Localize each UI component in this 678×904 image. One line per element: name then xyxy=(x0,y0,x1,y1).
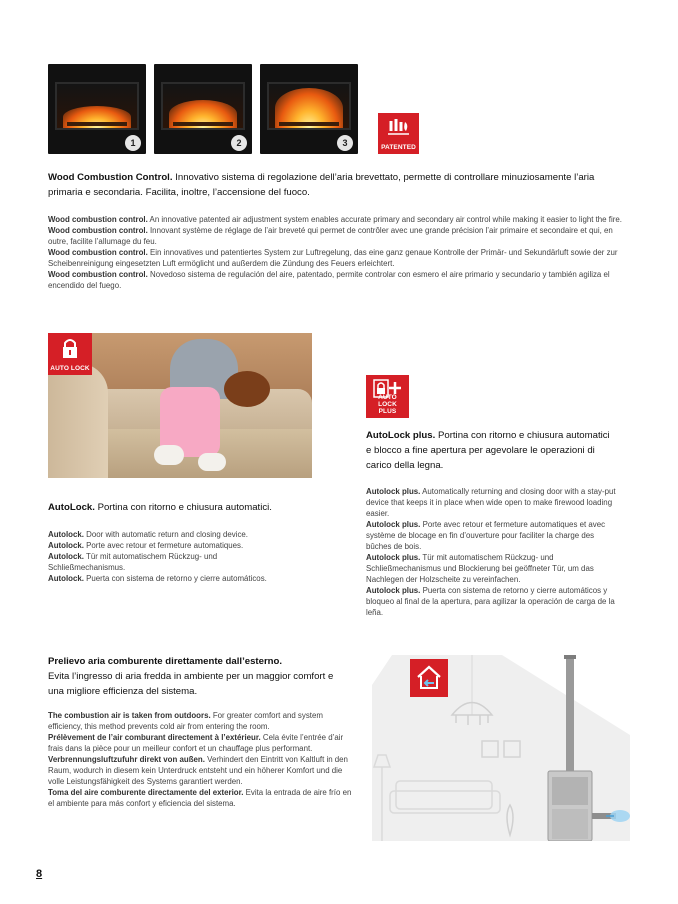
fire-image-1 xyxy=(48,64,146,154)
patented-badge xyxy=(378,113,419,154)
wood-fr-title: Wood combustion control. xyxy=(48,226,148,235)
air-de-title: Verbrennungsluftzufuhr direkt von außen. xyxy=(48,755,205,764)
air-es-title: Toma del aire comburente directamente del exterior. xyxy=(48,788,244,797)
step-number: 1 xyxy=(125,135,141,151)
autolock-plus-translations xyxy=(366,486,616,618)
autolock-de xyxy=(48,551,288,573)
badge-label: AUTO LOCK PLUS xyxy=(378,394,397,415)
autolock-es xyxy=(48,573,288,584)
autolock-fr-text: Porte avec retour et fermeture automatiques. xyxy=(83,541,244,550)
autolock-en xyxy=(48,529,288,540)
autolock-plus-fr-text: Porte avec retour et fermeture automatiques et avec système de blocage en fin d’ouverture pour faciliter la charge des bûches de bois. xyxy=(366,520,606,551)
badge-label: AUTO LOCK xyxy=(50,365,90,372)
autolock-plus-de-title: Autolock plus. xyxy=(366,553,421,562)
autolock-plus-en-title: Autolock plus. xyxy=(366,487,421,496)
air-fr xyxy=(48,732,356,754)
padlock-icon xyxy=(48,333,92,363)
wood-translations xyxy=(48,214,632,291)
air-de xyxy=(48,754,356,787)
air-lead xyxy=(48,654,348,699)
wood-es xyxy=(48,269,632,291)
autolock-badge xyxy=(48,333,92,375)
wood-en xyxy=(48,214,632,225)
autolock-photo xyxy=(48,333,312,478)
autolock-lead-title: AutoLock. xyxy=(48,502,95,513)
autolock-fr-title: Autolock. xyxy=(48,541,84,550)
wood-fr-text: Innovant système de réglage de l’air breveté qui permet de contrôler avec une grande précision l’air primaire et secondaire et qui, en outre, facilite l’allumage du feu. xyxy=(48,226,613,246)
air-fr-title: Prélèvement de l’air comburant directement à l’extérieur. xyxy=(48,733,261,742)
autolock-plus-fr-title: Autolock plus. xyxy=(366,520,421,529)
air-es xyxy=(48,787,356,809)
autolock-de-title: Autolock. xyxy=(48,552,84,561)
autolock-plus-es xyxy=(366,585,616,618)
house-arrow-icon xyxy=(410,659,448,697)
air-lead-title: Prelievo aria comburente direttamente dall’esterno. xyxy=(48,656,283,667)
air-es-text: Evita la entrada de aire frío en el ambiente para más confort y eficiencia del sistema. xyxy=(48,788,352,808)
wood-lead-text: Innovativo sistema di regolazione dell’aria brevettato, permette di controllare minuziosamente l’aria primaria e secondaria. Facilita, inoltre, l’accensione del fuoco. xyxy=(48,172,595,198)
autolock-es-text: Puerta con sistema de retorno y cierre automáticos. xyxy=(83,574,267,583)
step-number: 2 xyxy=(231,135,247,151)
autolock-translations xyxy=(48,529,288,584)
wood-de-text: Ein innovatives und patentiertes System zur Luftregelung, das eine ganz genaue Kontrolle der Primär- und Sekundärluft sowie der zur Scheibenreinigung eingesetzten Luft ermöglicht und außerdem die Zündung des Feuers erleichtert. xyxy=(48,248,618,268)
wood-fr xyxy=(48,225,632,247)
wood-es-text: Novedoso sistema de regulación del aire, patentado, permite controlar con esmero el aire primario y secundario y también agiliza el encendido del fuego. xyxy=(48,270,610,290)
autolock-en-title: Autolock. xyxy=(48,530,84,539)
wood-es-title: Wood combustion control. xyxy=(48,270,148,279)
autolock-plus-lead-text: Portina con ritorno e chiusura automatici e blocco a fine apertura per agevolare le operazioni di carico della legna. xyxy=(366,430,610,471)
autolock-lead-text: Portina con ritorno e chiusura automatici. xyxy=(94,502,272,513)
air-fr-text: Cela évite l’entrée d’air frais dans la pièce pour un meilleur confort et un chauffage plus performant. xyxy=(48,733,344,753)
step-number: 3 xyxy=(337,135,353,151)
page-number: 8 xyxy=(36,868,43,880)
air-en xyxy=(48,710,356,732)
outdoor-air-illustration xyxy=(372,655,630,841)
autolock-plus-es-title: Autolock plus. xyxy=(366,586,421,595)
autolock-en-text: Door with automatic return and closing device. xyxy=(83,530,248,539)
flame-bars-icon xyxy=(378,113,419,143)
air-de-text: Verhindert den Eintritt von Kaltluft in den Raum, wodurch in diesem kein Unterdruck entsteht und ein höherer Komfort und die volle Leistungsfähigkeit des Systems garantiert werden. xyxy=(48,755,348,786)
autolock-plus-badge xyxy=(366,375,409,418)
autolock-fr xyxy=(48,540,288,551)
autolock-plus-fr xyxy=(366,519,616,552)
wood-lead-title: Wood Combustion Control. xyxy=(48,172,173,183)
autolock-de-text: Tür mit automatischem Rückzug- und Schließmechanismus. xyxy=(48,552,218,572)
badge-label: PATENTED xyxy=(381,144,416,151)
wood-en-text: An innovative patented air adjustment system enables accurate primary and secondary air control while making it easier to light the fire. xyxy=(147,215,622,224)
wood-de-title: Wood combustion control. xyxy=(48,248,148,257)
wood-de xyxy=(48,247,632,269)
wood-en-title: Wood combustion control. xyxy=(48,215,148,224)
air-lead-text: Evita l’ingresso di aria fredda in ambiente per un maggior comfort e una migliore efficienza del sistema. xyxy=(48,671,334,697)
outdoor-air-badge xyxy=(410,659,448,697)
air-en-title: The combustion air is taken from outdoors. xyxy=(48,711,211,720)
autolock-plus-de xyxy=(366,552,616,585)
autolock-plus-en xyxy=(366,486,616,519)
fire-image-2 xyxy=(154,64,252,154)
air-en-text: For greater comfort and system efficiency, this method prevents cold air from entering the room. xyxy=(48,711,323,731)
autolock-plus-lead-title: AutoLock plus. xyxy=(366,430,436,441)
autolock-plus-es-text: Puerta con sistema de retorno y cierre automáticos y bloqueo al final de la apertura, para agilizar la operación de carga de la leña. xyxy=(366,586,615,617)
autolock-es-title: Autolock. xyxy=(48,574,84,583)
autolock-plus-en-text: Automatically returning and closing door with a stay-put device that keeps it in place when wide open to make firewood loading easier. xyxy=(366,487,616,518)
autolock-lead xyxy=(48,500,318,515)
autolock-plus-lead xyxy=(366,428,616,473)
wood-lead xyxy=(48,170,628,200)
autolock-plus-de-text: Tür mit automatischem Rückzug- und Schließmechanismus und Blockierung bei geöffneter Tür, um das Nachlegen der Holzscheite zu vereinfachen. xyxy=(366,553,594,584)
fire-image-3 xyxy=(260,64,358,154)
air-translations xyxy=(48,710,356,809)
